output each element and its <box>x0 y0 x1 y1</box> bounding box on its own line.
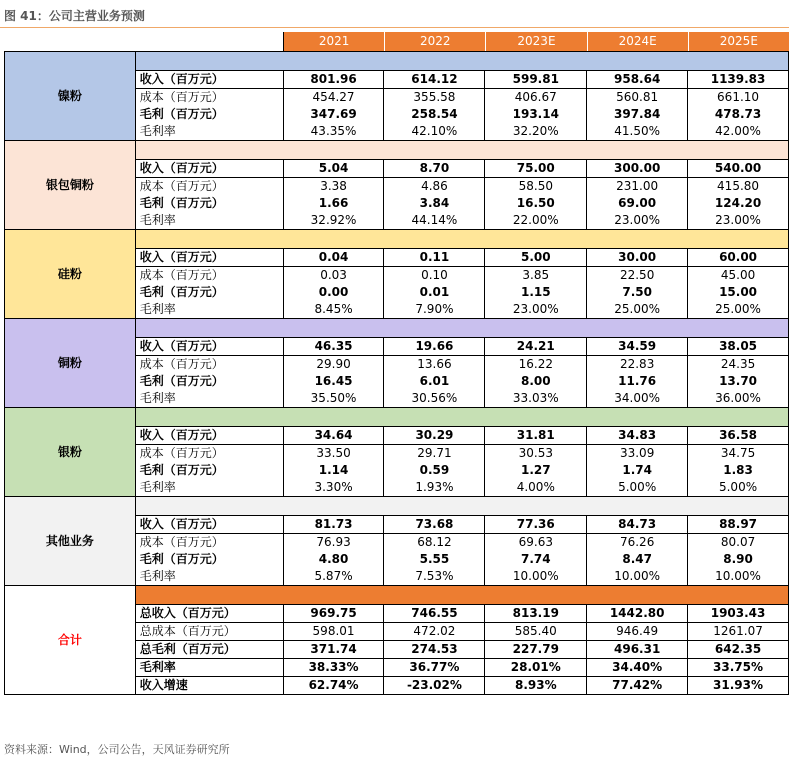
value-cell: 355.58 <box>384 89 485 107</box>
row-label: 毛利率 <box>135 123 283 141</box>
value-cell: 62.74% <box>283 677 384 695</box>
value-cell: 31.93% <box>688 677 789 695</box>
value-cell: 33.75% <box>688 659 789 677</box>
value-cell: 22.00% <box>485 212 587 230</box>
row-label: 毛利（百万元） <box>135 551 283 568</box>
value-cell: 1261.07 <box>688 623 789 641</box>
value-cell: 1.15 <box>485 284 587 301</box>
value-cell: 5.00% <box>587 479 688 497</box>
value-cell: 29.71 <box>384 445 485 463</box>
value-cell: 32.92% <box>283 212 384 230</box>
value-cell: 6.01 <box>384 373 485 390</box>
value-cell: 34.64 <box>283 427 384 445</box>
segment-name: 硅粉 <box>5 230 136 319</box>
value-cell: 42.00% <box>688 123 789 141</box>
value-cell: 300.00 <box>587 160 688 178</box>
year-header: 2025E <box>689 32 789 51</box>
row-label: 毛利（百万元） <box>135 373 283 390</box>
value-cell: 30.56% <box>384 390 485 408</box>
value-cell: 4.80 <box>283 551 384 568</box>
value-cell: 88.97 <box>688 516 789 534</box>
value-cell: 5.87% <box>283 568 384 586</box>
value-cell: 3.84 <box>384 195 485 212</box>
value-cell: 13.66 <box>384 356 485 374</box>
value-cell: 274.53 <box>384 641 485 659</box>
value-cell: 38.05 <box>688 338 789 356</box>
value-cell: 1.83 <box>688 462 789 479</box>
segment-color-band <box>135 230 788 249</box>
value-cell: 231.00 <box>587 178 688 196</box>
value-cell: 30.53 <box>485 445 587 463</box>
value-cell: 3.30% <box>283 479 384 497</box>
value-cell: 81.73 <box>283 516 384 534</box>
value-cell: 397.84 <box>587 106 688 123</box>
value-cell: 454.27 <box>283 89 384 107</box>
segment-band-row <box>5 141 789 160</box>
value-cell: 8.47 <box>587 551 688 568</box>
year-header: 2022 <box>385 32 486 51</box>
value-cell: 42.10% <box>384 123 485 141</box>
value-cell: 60.00 <box>688 249 789 267</box>
segment-name: 银包铜粉 <box>5 141 136 230</box>
value-cell: 8.90 <box>688 551 789 568</box>
value-cell: 73.68 <box>384 516 485 534</box>
value-cell: 84.73 <box>587 516 688 534</box>
row-label: 毛利（百万元） <box>135 106 283 123</box>
value-cell: -23.02% <box>384 677 485 695</box>
value-cell: 69.63 <box>485 534 587 552</box>
value-cell: 36.58 <box>688 427 789 445</box>
value-cell: 3.38 <box>283 178 384 196</box>
segment-color-band <box>135 319 788 338</box>
value-cell: 540.00 <box>688 160 789 178</box>
title-divider <box>0 27 789 28</box>
value-cell: 1442.80 <box>587 605 688 623</box>
value-cell: 10.00% <box>485 568 587 586</box>
value-cell: 13.70 <box>688 373 789 390</box>
row-label: 毛利（百万元） <box>135 195 283 212</box>
value-cell: 7.74 <box>485 551 587 568</box>
row-label: 收入（百万元） <box>135 427 283 445</box>
value-cell: 5.55 <box>384 551 485 568</box>
value-cell: 35.50% <box>283 390 384 408</box>
row-label: 收入（百万元） <box>135 71 283 89</box>
value-cell: 15.00 <box>688 284 789 301</box>
value-cell: 69.00 <box>587 195 688 212</box>
value-cell: 1.74 <box>587 462 688 479</box>
value-cell: 46.35 <box>283 338 384 356</box>
value-cell: 33.03% <box>485 390 587 408</box>
value-cell: 946.49 <box>587 623 688 641</box>
value-cell: 34.00% <box>587 390 688 408</box>
row-label: 成本（百万元） <box>135 89 283 107</box>
value-cell: 25.00% <box>688 301 789 319</box>
value-cell: 406.67 <box>485 89 587 107</box>
year-header: 2023E <box>486 32 587 51</box>
segment-name: 镍粉 <box>5 52 136 141</box>
value-cell: 33.50 <box>283 445 384 463</box>
value-cell: 5.04 <box>283 160 384 178</box>
value-cell: 1903.43 <box>688 605 789 623</box>
value-cell: 11.76 <box>587 373 688 390</box>
segment-color-band <box>135 497 788 516</box>
value-cell: 34.59 <box>587 338 688 356</box>
value-cell: 8.70 <box>384 160 485 178</box>
value-cell: 77.36 <box>485 516 587 534</box>
value-cell: 1.93% <box>384 479 485 497</box>
value-cell: 560.81 <box>587 89 688 107</box>
value-cell: 5.00 <box>485 249 587 267</box>
row-label: 总毛利（百万元） <box>135 641 283 659</box>
value-cell: 347.69 <box>283 106 384 123</box>
value-cell: 1.66 <box>283 195 384 212</box>
row-label: 毛利（百万元） <box>135 462 283 479</box>
value-cell: 958.64 <box>587 71 688 89</box>
value-cell: 24.35 <box>688 356 789 374</box>
value-cell: 614.12 <box>384 71 485 89</box>
segment-color-band <box>135 52 788 71</box>
value-cell: 642.35 <box>688 641 789 659</box>
row-label: 成本（百万元） <box>135 178 283 196</box>
source-note: 资料来源：Wind，公司公告，天风证券研究所 <box>4 743 230 756</box>
segment-band-row <box>5 230 789 249</box>
value-cell: 36.00% <box>688 390 789 408</box>
value-cell: 34.40% <box>587 659 688 677</box>
row-label: 总收入（百万元） <box>135 605 283 623</box>
row-label: 成本（百万元） <box>135 445 283 463</box>
value-cell: 30.29 <box>384 427 485 445</box>
segment-band-row <box>5 52 789 71</box>
value-cell: 33.09 <box>587 445 688 463</box>
value-cell: 23.00% <box>485 301 587 319</box>
row-label: 收入增速 <box>135 677 283 695</box>
value-cell: 16.22 <box>485 356 587 374</box>
value-cell: 496.31 <box>587 641 688 659</box>
value-cell: 31.81 <box>485 427 587 445</box>
value-cell: 0.03 <box>283 267 384 285</box>
value-cell: 0.11 <box>384 249 485 267</box>
value-cell: 4.00% <box>485 479 587 497</box>
value-cell: 68.12 <box>384 534 485 552</box>
value-cell: 32.20% <box>485 123 587 141</box>
value-cell: 44.14% <box>384 212 485 230</box>
value-cell: 801.96 <box>283 71 384 89</box>
value-cell: 8.00 <box>485 373 587 390</box>
value-cell: 4.86 <box>384 178 485 196</box>
value-cell: 76.26 <box>587 534 688 552</box>
segment-band-row <box>5 319 789 338</box>
value-cell: 1139.83 <box>688 71 789 89</box>
value-cell: 77.42% <box>587 677 688 695</box>
year-header: 2021 <box>284 32 385 51</box>
value-cell: 5.00% <box>688 479 789 497</box>
segment-band-row <box>5 408 789 427</box>
value-cell: 472.02 <box>384 623 485 641</box>
value-cell: 598.01 <box>283 623 384 641</box>
value-cell: 746.55 <box>384 605 485 623</box>
year-header-row <box>283 32 789 52</box>
value-cell: 19.66 <box>384 338 485 356</box>
value-cell: 661.10 <box>688 89 789 107</box>
value-cell: 41.50% <box>587 123 688 141</box>
value-cell: 8.93% <box>485 677 587 695</box>
value-cell: 58.50 <box>485 178 587 196</box>
value-cell: 478.73 <box>688 106 789 123</box>
segment-name: 其他业务 <box>5 497 136 586</box>
row-label: 成本（百万元） <box>135 267 283 285</box>
value-cell: 24.21 <box>485 338 587 356</box>
row-label: 毛利率 <box>135 390 283 408</box>
value-cell: 80.07 <box>688 534 789 552</box>
row-label: 毛利率 <box>135 301 283 319</box>
value-cell: 34.83 <box>587 427 688 445</box>
row-label: 总成本（百万元） <box>135 623 283 641</box>
value-cell: 30.00 <box>587 249 688 267</box>
value-cell: 0.00 <box>283 284 384 301</box>
value-cell: 227.79 <box>485 641 587 659</box>
value-cell: 34.75 <box>688 445 789 463</box>
value-cell: 1.27 <box>485 462 587 479</box>
value-cell: 16.50 <box>485 195 587 212</box>
row-label: 收入（百万元） <box>135 338 283 356</box>
value-cell: 599.81 <box>485 71 587 89</box>
value-cell: 25.00% <box>587 301 688 319</box>
row-label: 成本（百万元） <box>135 534 283 552</box>
segment-name: 合计 <box>5 586 136 695</box>
value-cell: 10.00% <box>587 568 688 586</box>
row-label: 收入（百万元） <box>135 249 283 267</box>
value-cell: 0.04 <box>283 249 384 267</box>
row-label: 毛利率 <box>135 479 283 497</box>
row-label: 毛利率 <box>135 659 283 677</box>
value-cell: 23.00% <box>688 212 789 230</box>
figure-title: 图 41：公司主营业务预测 <box>4 9 145 23</box>
value-cell: 371.74 <box>283 641 384 659</box>
value-cell: 38.33% <box>283 659 384 677</box>
value-cell: 0.59 <box>384 462 485 479</box>
value-cell: 1.14 <box>283 462 384 479</box>
value-cell: 7.53% <box>384 568 485 586</box>
value-cell: 29.90 <box>283 356 384 374</box>
value-cell: 0.01 <box>384 284 485 301</box>
value-cell: 8.45% <box>283 301 384 319</box>
value-cell: 16.45 <box>283 373 384 390</box>
value-cell: 7.90% <box>384 301 485 319</box>
value-cell: 258.54 <box>384 106 485 123</box>
value-cell: 36.77% <box>384 659 485 677</box>
value-cell: 75.00 <box>485 160 587 178</box>
segment-color-band <box>135 141 788 160</box>
value-cell: 7.50 <box>587 284 688 301</box>
year-header: 2024E <box>588 32 689 51</box>
value-cell: 76.93 <box>283 534 384 552</box>
value-cell: 22.83 <box>587 356 688 374</box>
row-label: 成本（百万元） <box>135 356 283 374</box>
value-cell: 43.35% <box>283 123 384 141</box>
value-cell: 3.85 <box>485 267 587 285</box>
value-cell: 45.00 <box>688 267 789 285</box>
segment-color-band <box>135 408 788 427</box>
value-cell: 0.10 <box>384 267 485 285</box>
value-cell: 10.00% <box>688 568 789 586</box>
row-label: 毛利率 <box>135 568 283 586</box>
value-cell: 28.01% <box>485 659 587 677</box>
value-cell: 23.00% <box>587 212 688 230</box>
row-label: 收入（百万元） <box>135 516 283 534</box>
segment-color-band <box>135 586 788 605</box>
row-label: 收入（百万元） <box>135 160 283 178</box>
segment-band-row <box>5 497 789 516</box>
row-label: 毛利（百万元） <box>135 284 283 301</box>
forecast-table <box>4 51 789 695</box>
value-cell: 415.80 <box>688 178 789 196</box>
value-cell: 969.75 <box>283 605 384 623</box>
value-cell: 193.14 <box>485 106 587 123</box>
row-label: 毛利率 <box>135 212 283 230</box>
segment-band-row <box>5 586 789 605</box>
segment-name: 银粉 <box>5 408 136 497</box>
value-cell: 124.20 <box>688 195 789 212</box>
value-cell: 813.19 <box>485 605 587 623</box>
segment-name: 铜粉 <box>5 319 136 408</box>
value-cell: 22.50 <box>587 267 688 285</box>
value-cell: 585.40 <box>485 623 587 641</box>
